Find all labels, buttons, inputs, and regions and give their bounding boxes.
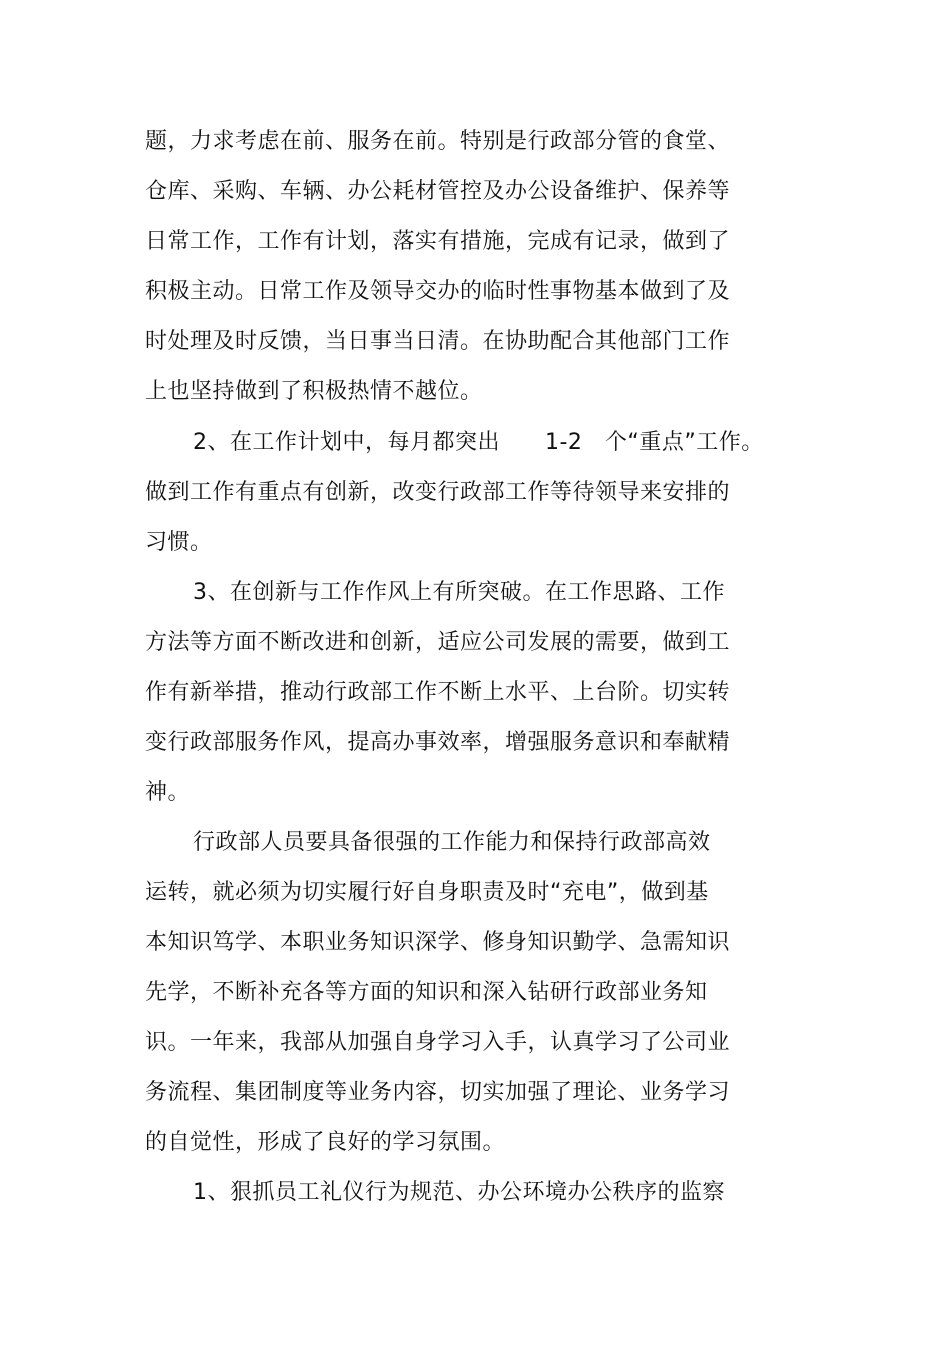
text-line: 积极主动。日常工作及领导交办的临时性事物基本做到了及 — [145, 279, 731, 304]
text-line: 变行政部服务作风，提高办事效率，增强服务意识和奉献精 — [145, 730, 731, 755]
text-line: 仓库、采购、车辆、办公耗材管控及办公设备维护、保养等 — [145, 179, 731, 204]
text-line: 时处理及时反馈，当日事当日清。在协助配合其他部门工作 — [145, 329, 731, 354]
text-line: 务流程、集团制度等业务内容，切实加强了理论、业务学习 — [145, 1080, 731, 1105]
text-line: 先学，不断补充各等方面的知识和深入钻研行政部业务知 — [145, 980, 708, 1005]
text-line: 识。一年来，我部从加强自身学习入手，认真学习了公司业 — [145, 1030, 731, 1055]
text-line: 运转，就必须为切实履行好自身职责及时“充电”，做到基 — [145, 880, 709, 905]
text-line: 题，力求考虑在前、服务在前。特别是行政部分管的食堂、 — [145, 129, 731, 154]
text-line: 3、在创新与工作作风上有所突破。在工作思路、工作 — [193, 580, 725, 605]
text-line: 的自觉性，形成了良好的学习氛围。 — [145, 1130, 506, 1155]
text-line: 上也坚持做到了积极热情不越位。 — [145, 379, 483, 404]
text-line: 2、在工作计划中，每月都突出 1-2 个“重点”工作。 — [193, 430, 764, 455]
text-line: 做到工作有重点有创新，改变行政部工作等待领导来安排的 — [145, 480, 731, 505]
text-line: 本知识笃学、本职业务知识深学、修身知识勤学、急需知识 — [145, 930, 731, 955]
text-line: 行政部人员要具备很强的工作能力和保持行政部高效 — [193, 830, 711, 855]
text-line: 方法等方面不断改进和创新，适应公司发展的需要，做到工 — [145, 630, 731, 655]
text-line: 作有新举措，推动行政部工作不断上水平、上台阶。切实转 — [145, 680, 731, 705]
text-line: 神。 — [145, 780, 191, 805]
text-line: 日常工作，工作有计划，落实有措施，完成有记录，做到了 — [145, 229, 731, 254]
text-line: 习惯。 — [145, 530, 213, 555]
text-line: 1、狠抓员工礼仪行为规范、办公环境办公秩序的监察 — [193, 1180, 725, 1205]
